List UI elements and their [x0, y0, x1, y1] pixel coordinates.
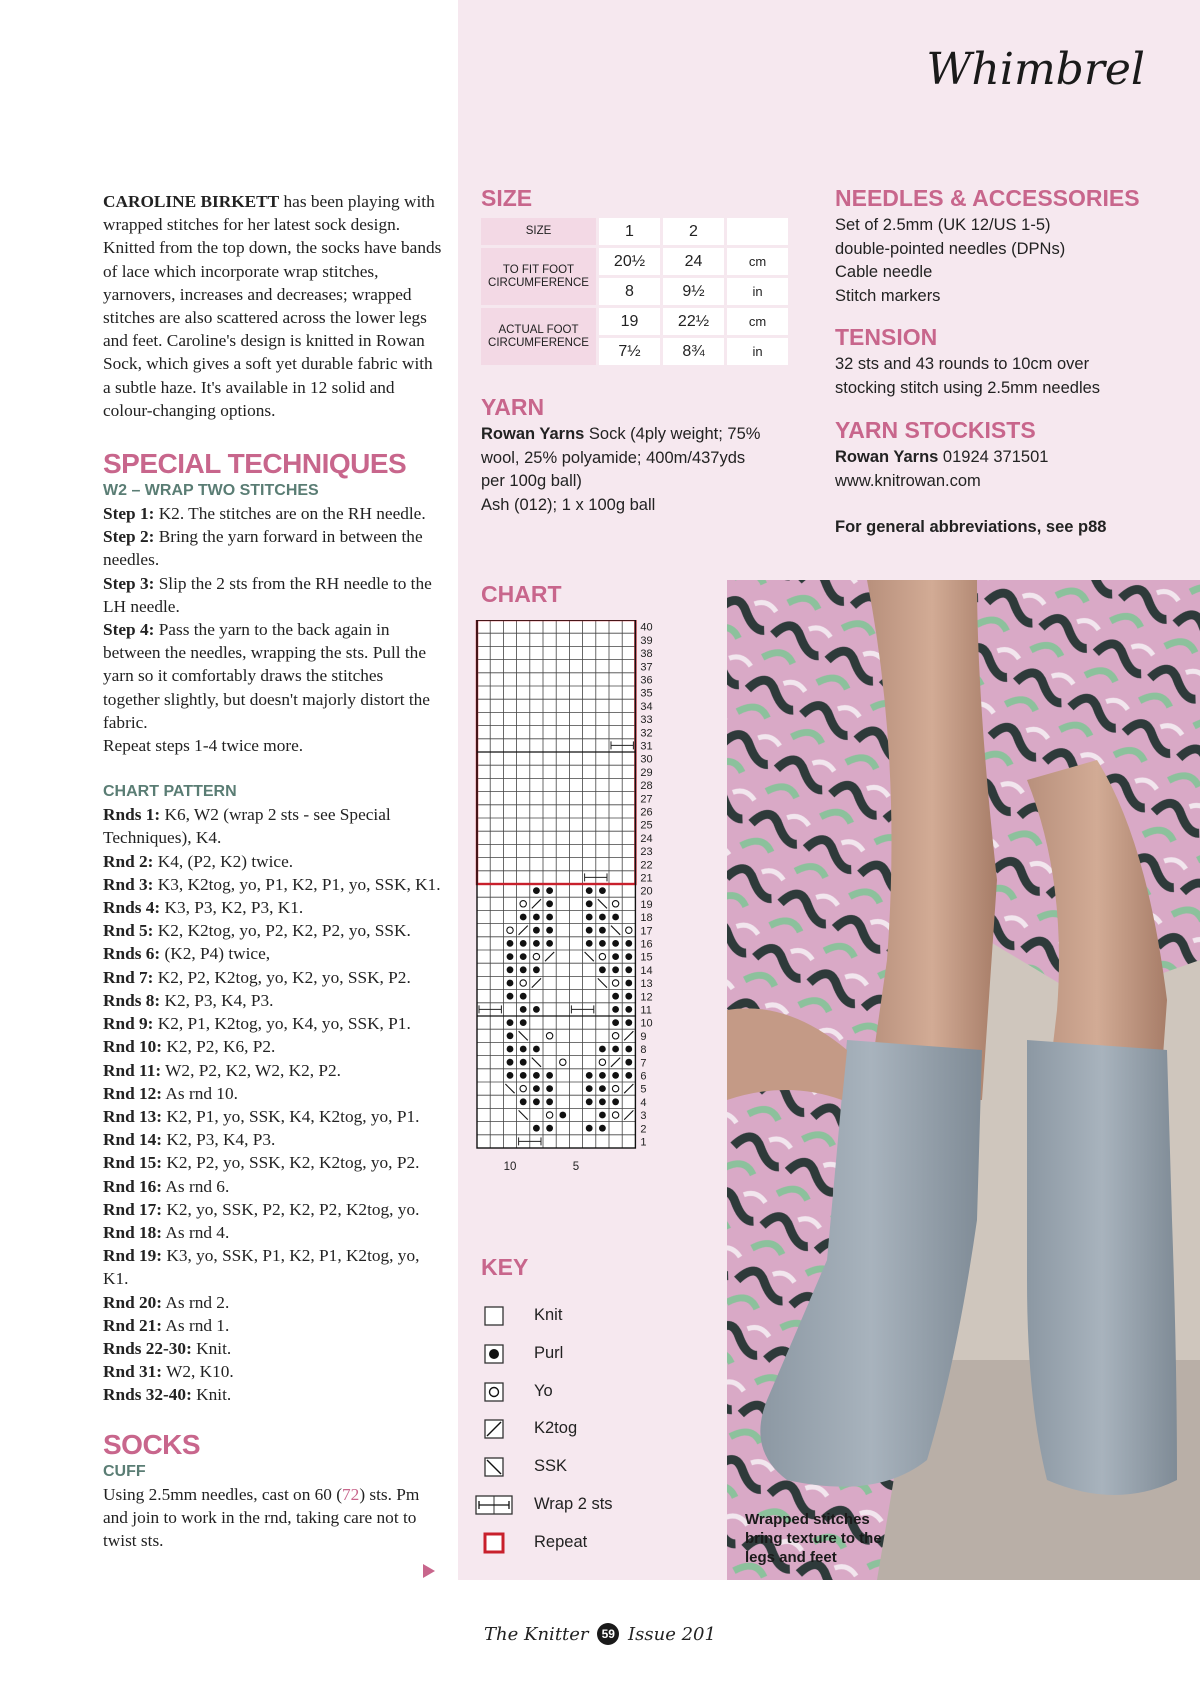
size-table: SIZE 1 2 TO FIT FOOT CIRCUMFERENCE 20½ 24 cm 8 9½ in ACTUAL FOOT CIRCUMFERENCE 19 22½ cm 7½ 8¾ in	[478, 215, 791, 368]
purl-symbol	[625, 1019, 632, 1026]
key-item-k2tog	[474, 1415, 674, 1445]
socks-heading: SOCKS	[103, 1428, 201, 1460]
cuff-subheading: CUFF	[103, 1462, 146, 1480]
chart-round-6	[103, 942, 443, 965]
purl-symbol	[533, 1046, 540, 1053]
purl-symbol	[625, 966, 632, 973]
chart-round-label: Rnd 12:	[103, 1083, 163, 1103]
row-number-label: 16	[640, 938, 653, 951]
row-number-label: 3	[640, 1110, 647, 1123]
chart-round-text: K3, yo, SSK, P1, K2, P1, K2tog, yo, K1.	[103, 1246, 420, 1289]
stockists-heading: YARN STOCKISTS	[835, 417, 1036, 443]
wrap-2-sts-icon	[474, 1493, 514, 1522]
key-item-yo	[474, 1378, 674, 1408]
row-number-label: 27	[640, 793, 653, 806]
chart-round-text: K2, P1, yo, SSK, K4, K2tog, yo, P1.	[162, 1106, 420, 1126]
chart-round-text: Knit.	[191, 1338, 232, 1358]
purl-symbol	[520, 1059, 527, 1066]
purl-symbol	[507, 1019, 514, 1026]
chart-round-11	[103, 1059, 443, 1082]
purl-symbol	[507, 1072, 514, 1079]
chart-round-text: K2, P1, K2tog, yo, K4, yo, SSK, P1.	[153, 1014, 411, 1034]
chart-round-label: Rnds 6:	[103, 944, 161, 964]
row-number-label: 4	[640, 1096, 647, 1109]
needles-heading: NEEDLES & ACCESSORIES	[835, 185, 1140, 211]
row-number-label: 9	[640, 1030, 647, 1043]
row-number-label: 38	[640, 648, 653, 661]
purl-symbol	[507, 980, 514, 987]
chart-round-1	[103, 803, 443, 849]
purl-symbol	[546, 1125, 553, 1132]
w2-subheading: W2 – WRAP TWO STITCHES	[103, 482, 319, 500]
chart-round-label: Rnd 18:	[103, 1222, 163, 1242]
chart-round-text: K2, P3, K4, P3.	[162, 1130, 276, 1150]
size-2-value: 72	[342, 1484, 360, 1504]
chart-round-text: As rnd 1.	[162, 1315, 230, 1335]
chart-round-label: Rnd 31:	[103, 1362, 163, 1382]
purl-symbol	[612, 1072, 619, 1079]
key-heading: KEY	[481, 1254, 529, 1280]
chart-round-label: Rnds 22-30:	[103, 1338, 192, 1358]
magazine-name: The Knitter	[484, 1624, 589, 1645]
chart-round-text: K4, (P2, K2) twice.	[153, 851, 294, 871]
chart-round-text: K3, K2tog, yo, P1, K2, P1, yo, SSK, K1.	[153, 874, 441, 894]
row-number-label: 22	[640, 859, 653, 872]
chart-round-label: Rnd 14:	[103, 1130, 163, 1150]
purl-symbol	[546, 1072, 553, 1079]
technique-step-text: K2. The stitches are on the RH needle.	[154, 504, 426, 524]
purl-symbol	[612, 993, 619, 1000]
technique-steps	[103, 502, 443, 734]
purl-symbol	[559, 1112, 566, 1119]
chart-round-14	[103, 1128, 443, 1151]
purl-symbol	[507, 1059, 514, 1066]
chart-round-label: Rnd 5:	[103, 921, 154, 941]
chart-round-text: As rnd 10.	[162, 1083, 238, 1103]
chart-round-text: (K2, P4) twice,	[160, 944, 271, 964]
chart-round-label: Rnd 7:	[103, 967, 154, 987]
purl-symbol	[507, 953, 514, 960]
purl-symbol	[612, 1098, 619, 1105]
purl-symbol	[625, 1006, 632, 1013]
chart-pattern-rounds	[103, 803, 443, 1406]
row-number-label: 39	[640, 634, 653, 647]
chart-round-label: Rnd 15:	[103, 1153, 163, 1173]
chart-round-text: K2, K2tog, yo, P2, K2, P2, yo, SSK.	[153, 921, 411, 941]
row-number-label: 30	[640, 753, 653, 766]
chart-round-text: K3, P3, K2, P3, K1.	[160, 898, 304, 918]
row-number-label: 7	[640, 1057, 647, 1070]
purl-symbol	[507, 966, 514, 973]
chart-round-text: K6, W2 (wrap 2 sts - see Special Techniques), K4.	[103, 805, 391, 848]
chart-round-text: W2, P2, K2, W2, K2, P2.	[161, 1060, 341, 1080]
knit-icon	[474, 1304, 514, 1333]
purl-symbol	[599, 1085, 606, 1092]
special-techniques-heading: SPECIAL TECHNIQUES	[103, 448, 407, 480]
chart-round-label: Rnd 11:	[103, 1060, 162, 1080]
purl-symbol	[507, 1032, 514, 1039]
purl-symbol	[625, 1059, 632, 1066]
purl-symbol	[612, 1046, 619, 1053]
abbreviations-note: For general abbreviations, see p88	[835, 518, 1107, 536]
purl-symbol	[546, 927, 553, 934]
purl-symbol	[520, 993, 527, 1000]
technique-step-label: Step 1:	[103, 504, 155, 524]
chart-round-text: K2, P2, K2tog, yo, K2, yo, SSK, P2.	[153, 967, 411, 987]
purl-symbol	[546, 900, 553, 907]
row-number-label: 34	[640, 700, 653, 713]
row-number-label: 17	[640, 925, 653, 938]
chart-round-20	[103, 1291, 443, 1314]
chart-round-21	[103, 1314, 443, 1337]
chart-round-text: As rnd 6.	[162, 1176, 230, 1196]
size-1: 1	[599, 218, 660, 245]
purl-symbol	[533, 1072, 540, 1079]
yarn-shade: Ash (012); 1 x 100g ball	[481, 495, 656, 514]
size-2: 2	[663, 218, 724, 245]
chart-round-label: Rnd 19:	[103, 1246, 163, 1266]
row-number-label: 18	[640, 912, 653, 925]
chart-round-9	[103, 1012, 443, 1035]
purl-symbol	[533, 966, 540, 973]
purl-symbol	[612, 1006, 619, 1013]
purl-symbol	[599, 1125, 606, 1132]
chart-round-22	[103, 1337, 443, 1360]
chart-round-text: K2, P2, yo, SSK, K2, K2tog, yo, P2.	[162, 1153, 420, 1173]
yarn-brand: Rowan Yarns	[481, 425, 585, 443]
chart-round-12	[103, 1082, 443, 1105]
chart-round-label: Rnd 3:	[103, 874, 154, 894]
foot-circumference-label: TO FIT FOOT CIRCUMFERENCE	[481, 248, 596, 305]
row-number-label: 24	[640, 832, 653, 845]
chart-round-label: Rnd 13:	[103, 1106, 163, 1126]
chart-round-24	[103, 1383, 443, 1406]
photo-caption: Wrapped stitches bring texture to the legs and feet	[745, 1511, 882, 1566]
row-number-label: 26	[640, 806, 653, 819]
purl-symbol	[520, 966, 527, 973]
chart-round-label: Rnds 1:	[103, 805, 161, 825]
purl-symbol	[520, 914, 527, 921]
continue-arrow-icon	[423, 1564, 435, 1578]
key-item-wrap-2-sts	[474, 1491, 674, 1521]
key-label: SSK	[534, 1457, 568, 1476]
purl-symbol	[546, 1085, 553, 1092]
chart-round-text: Knit.	[191, 1385, 232, 1405]
page-number: 59	[597, 1623, 619, 1645]
purl-symbol	[612, 953, 619, 960]
issue-number: Issue 201	[628, 1624, 716, 1645]
chart-round-label: Rnd 10:	[103, 1037, 163, 1057]
purl-symbol	[520, 1006, 527, 1013]
purl-symbol	[599, 927, 606, 934]
purl-symbol	[586, 1125, 593, 1132]
row-number-label: 37	[640, 661, 653, 674]
chart-round-4	[103, 896, 443, 919]
purl-symbol	[625, 980, 632, 987]
purl-symbol	[599, 1046, 606, 1053]
chart-round-5	[103, 919, 443, 942]
row-number-label: 21	[640, 872, 653, 885]
stockists-text: Rowan Yarns 01924 371501 www.knitrowan.com	[835, 448, 1049, 490]
row-number-label: 19	[640, 898, 653, 911]
purl-symbol	[625, 993, 632, 1000]
repeat-icon	[474, 1531, 514, 1560]
row-number-label: 11	[640, 1004, 652, 1017]
sock-photo	[727, 580, 1200, 1580]
row-number-label: 32	[640, 727, 653, 740]
row-number-label: 29	[640, 766, 653, 779]
row-number-label: 5	[640, 1083, 647, 1096]
pattern-title: Whimbrel	[926, 44, 1145, 95]
purl-symbol	[586, 1098, 593, 1105]
row-number-label: 12	[640, 991, 653, 1004]
key-label: Purl	[534, 1343, 564, 1362]
chart-round-label: Rnds 8:	[103, 990, 161, 1010]
purl-symbol	[520, 1046, 527, 1053]
purl-symbol	[612, 1019, 619, 1026]
purl-symbol	[586, 940, 593, 947]
row-number-label: 6	[640, 1070, 647, 1083]
tension-heading: TENSION	[835, 324, 938, 350]
purl-symbol	[625, 1046, 632, 1053]
row-number-label: 2	[640, 1123, 647, 1136]
key-item-knit	[474, 1302, 674, 1332]
yo-icon	[474, 1380, 514, 1409]
chart-pattern-heading: CHART PATTERN	[103, 783, 237, 801]
purl-symbol	[625, 953, 632, 960]
row-number-label: 13	[640, 978, 653, 991]
chart-round-7	[103, 966, 443, 989]
purl-symbol	[586, 1072, 593, 1079]
yarn-text: Rowan Yarns Sock (4ply weight; 75% wool, 25% polyamide; 400m/437yds per 100g ball) Ash (012); 1 x 100g ball	[481, 425, 761, 514]
key-item-ssk	[474, 1453, 674, 1483]
chart-round-text: K2, P2, K6, P2.	[162, 1037, 276, 1057]
purl-symbol	[612, 914, 619, 921]
page-footer	[0, 1623, 1200, 1645]
knitting-chart	[470, 620, 710, 1230]
technique-step-4	[103, 618, 443, 734]
k2tog-icon	[474, 1417, 514, 1446]
purl-symbol	[599, 940, 606, 947]
row-number-label: 8	[640, 1044, 647, 1057]
purl-symbol	[546, 940, 553, 947]
chart-round-text: As rnd 4.	[162, 1222, 230, 1242]
purl-icon	[474, 1342, 514, 1371]
technique-step-text: Pass the yarn to the back again in between the needles, wrapping the sts. Pull the yarn so it comfortably draws the stitches together slightly, but doesn't majorly distort the fabric.	[103, 620, 430, 732]
purl-symbol	[546, 887, 553, 894]
repeat-note: Repeat steps 1-4 twice more.	[103, 736, 304, 756]
chart-round-13	[103, 1105, 443, 1128]
row-number-label: 15	[640, 951, 653, 964]
yarn-heading: YARN	[481, 394, 545, 420]
row-number-label: 28	[640, 780, 653, 793]
technique-step-3	[103, 572, 443, 618]
purl-symbol	[533, 914, 540, 921]
key-label: K2tog	[534, 1419, 578, 1438]
purl-symbol	[612, 940, 619, 947]
technique-step-2	[103, 525, 443, 571]
purl-symbol	[546, 914, 553, 921]
technique-step-text: Bring the yarn forward in between the needles.	[103, 527, 423, 570]
purl-symbol	[586, 927, 593, 934]
chart-round-label: Rnd 17:	[103, 1199, 163, 1219]
purl-symbol	[546, 1098, 553, 1105]
stockist-url[interactable]: www.knitrowan.com	[835, 471, 981, 490]
key-item-purl	[474, 1340, 674, 1370]
purl-symbol	[507, 1046, 514, 1053]
chart-heading: CHART	[481, 581, 562, 607]
chart-round-8	[103, 989, 443, 1012]
purl-symbol	[586, 914, 593, 921]
purl-symbol	[533, 927, 540, 934]
row-number-label: 10	[640, 1017, 653, 1030]
column-number-label: 10	[503, 1161, 517, 1173]
purl-symbol	[533, 940, 540, 947]
row-number-label: 40	[640, 621, 653, 634]
chart-round-label: Rnds 32-40:	[103, 1385, 192, 1405]
chart-round-label: Rnds 4:	[103, 898, 161, 918]
technique-step-text: Slip the 2 sts from the RH needle to the LH needle.	[103, 573, 432, 616]
purl-symbol	[625, 1072, 632, 1079]
purl-symbol	[599, 1072, 606, 1079]
cuff-text: Using 2.5mm needles, cast on 60 (72) sts. Pm and join to work in the rnd, taking care not to twist sts.	[103, 1484, 420, 1550]
chart-round-label: Rnd 16:	[103, 1176, 163, 1196]
chart-round-text: As rnd 2.	[162, 1292, 230, 1312]
column-number-label: 5	[572, 1161, 580, 1173]
chart-round-19	[103, 1244, 443, 1290]
chart-round-text: K2, P3, K4, P3.	[160, 990, 274, 1010]
technique-step-1	[103, 502, 443, 525]
purl-symbol	[599, 1098, 606, 1105]
purl-symbol	[533, 1006, 540, 1013]
technique-step-label: Step 2:	[103, 527, 155, 547]
row-number-label: 14	[640, 964, 653, 977]
size-heading: SIZE	[481, 185, 533, 211]
purl-symbol	[599, 914, 606, 921]
row-number-label: 25	[640, 819, 653, 832]
chart-round-16	[103, 1175, 443, 1198]
designer-name: CAROLINE BIRKETT	[103, 192, 280, 211]
chart-round-3	[103, 873, 443, 896]
chart-round-10	[103, 1035, 443, 1058]
purl-symbol	[520, 953, 527, 960]
chart-round-18	[103, 1221, 443, 1244]
purl-symbol	[533, 887, 540, 894]
purl-symbol	[507, 993, 514, 1000]
technique-step-label: Step 4:	[103, 620, 155, 640]
chart-round-text: W2, K10.	[162, 1362, 234, 1382]
purl-symbol	[586, 900, 593, 907]
purl-symbol	[599, 966, 606, 973]
row-number-label: 31	[640, 740, 653, 753]
purl-symbol	[533, 1085, 540, 1092]
row-number-label: 20	[640, 885, 653, 898]
purl-symbol	[612, 966, 619, 973]
row-number-label: 35	[640, 687, 653, 700]
chart-round-2	[103, 850, 443, 873]
purl-symbol	[520, 1019, 527, 1026]
purl-symbol	[533, 1098, 540, 1105]
chart-round-15	[103, 1151, 443, 1174]
chart-round-17	[103, 1198, 443, 1221]
intro-paragraph	[103, 190, 443, 422]
size-label: SIZE	[481, 218, 596, 245]
key-item-repeat	[474, 1529, 674, 1559]
needles-list: Set of 2.5mm (UK 12/US 1-5) double-pointed needles (DPNs) Cable needle Stitch markers	[835, 216, 1066, 305]
purl-symbol	[507, 940, 514, 947]
purl-symbol	[520, 1072, 527, 1079]
purl-symbol	[599, 887, 606, 894]
intro-text: has been playing with wrapped stitches for her latest sock design. Knitted from the top down, the socks have bands of lace which incorporate wrap stitches, yarnovers, increases and decreases; wrapped stitches are also scattered across the lower legs and feet. Caroline's design is knitted in Rowan Sock, which gives a soft yet durable fabric with a subtle haze. It's available in 12 solid and colour-changing options.	[103, 192, 442, 420]
key-label: Wrap 2 sts	[534, 1495, 613, 1513]
purl-symbol	[599, 1112, 606, 1119]
purl-symbol	[625, 940, 632, 947]
tension-text: 32 sts and 43 rounds to 10cm over stocking stitch using 2.5mm needles	[835, 355, 1101, 397]
chart-round-label: Rnd 2:	[103, 851, 154, 871]
key-label: Yo	[534, 1381, 553, 1400]
chart-round-text: K2, yo, SSK, P2, K2, P2, K2tog, yo.	[162, 1199, 420, 1219]
actual-circumference-label: ACTUAL FOOT CIRCUMFERENCE	[481, 308, 596, 365]
purl-symbol	[533, 1125, 540, 1132]
row-number-label: 1	[640, 1136, 647, 1149]
chart-round-23	[103, 1360, 443, 1383]
chart-round-label: Rnd 21:	[103, 1315, 163, 1335]
ssk-icon	[474, 1455, 514, 1484]
purl-symbol	[586, 887, 593, 894]
purl-symbol	[520, 1098, 527, 1105]
row-number-label: 36	[640, 674, 653, 687]
row-number-label: 33	[640, 714, 653, 727]
purl-symbol	[520, 940, 527, 947]
key-label: Knit	[534, 1306, 563, 1324]
chart-round-label: Rnd 20:	[103, 1292, 163, 1312]
row-number-label: 23	[640, 846, 653, 859]
key-label: Repeat	[534, 1532, 588, 1551]
technique-step-label: Step 3:	[103, 573, 155, 593]
chart-round-label: Rnd 9:	[103, 1014, 154, 1034]
left-column	[103, 190, 443, 1552]
purl-symbol	[586, 1085, 593, 1092]
